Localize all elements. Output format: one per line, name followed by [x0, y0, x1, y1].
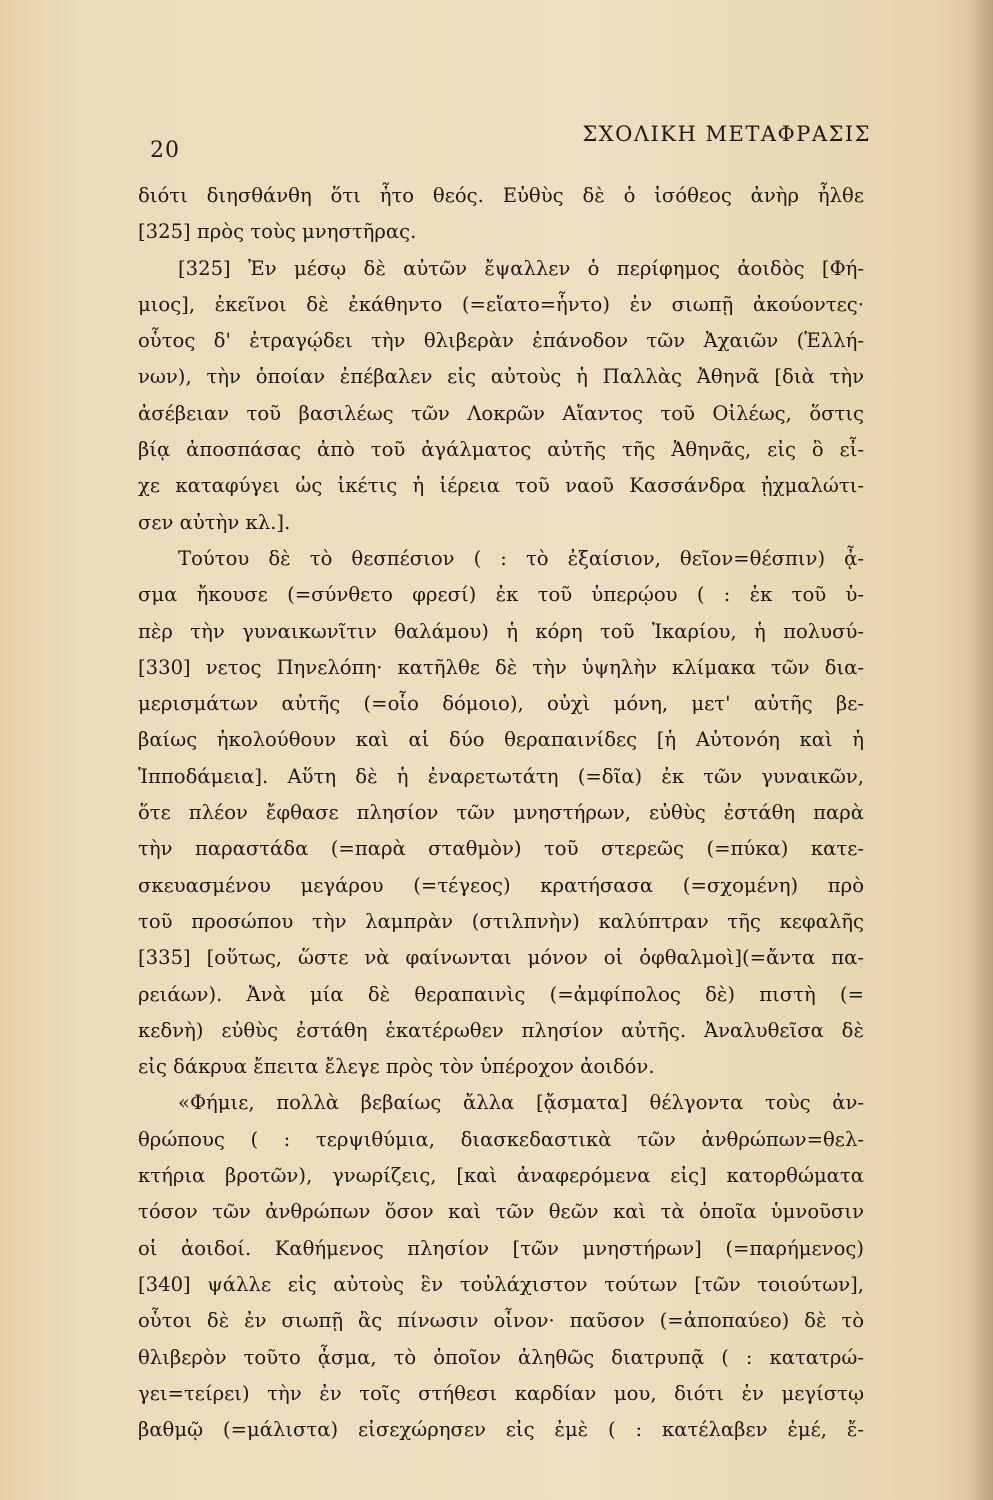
text-line: [340] ψάλλε εἰς αὐτοὺς ἓν τοὐλάχιστον τούτων [τῶν τοιούτων], — [138, 1272, 864, 1296]
text-line: οἱ ἀοιδοί. Καθήμενος πλησίον [τῶν μνηστήρων] (=παρήμενος) — [138, 1236, 864, 1260]
text-line: μιος], ἐκεῖνοι δὲ ἐκάθηντο (=εἴατο=ἧντο) ἐν σιωπῇ ἀκούοντες· — [138, 292, 864, 316]
text-line: εἰς δάκρυα ἔπειτα ἔλεγε πρὸς τὸν ὑπέροχον ἀοιδόν. — [138, 1055, 655, 1079]
text-line: [325] πρὸς τοὺς μνηστῆρας. — [138, 220, 417, 244]
text-line: βίᾳ ἀποσπάσας ἀπὸ τοῦ ἀγάλματος αὐτῆς τῆς Ἀθηνᾶς, εἰς ὃ εἶ- — [138, 438, 864, 462]
text-line: βαθμῷ (=μάλιστα) εἰσεχώρησεν εἰς ἐμὲ ( : κατέλαβεν ἐμέ, ἔ- — [138, 1418, 864, 1442]
body-text — [138, 178, 864, 1448]
text-line: ρειάων). Ἀνὰ μία δὲ θεραπαινὶς (=ἀμφίπολος δὲ) πιστὴ (= — [138, 982, 864, 1006]
text-line: οὗτος δ' ἐτραγῴδει τὴν θλιβερὰν ἐπάνοδον τῶν Ἀχαιῶν (Ἑλλή- — [138, 329, 864, 353]
page-header — [136, 122, 871, 162]
text-line: θρώπους ( : τερψιθύμια, διασκεδαστικὰ τῶν ἀνθρώπων=θελ- — [138, 1127, 864, 1151]
text-line: οὗτοι δὲ ἐν σιωπῇ ἂς πίνωσιν οἶνον· παῦσον (=ἀποπαύεο) δὲ τὸ — [138, 1309, 864, 1333]
text-line: σεν αὐτὴν κλ.]. — [138, 510, 291, 534]
text-line: χε καταφύγει ὡς ἱκέτις ἡ ἱέρεια τοῦ ναοῦ Κασσάνδρα ᾐχμαλώτι- — [138, 474, 864, 498]
running-title: ΣΧΟΛΙΚΗ ΜΕΤΑΦΡΑΣΙΣ — [582, 122, 871, 146]
text-line: βαίως ἠκολούθουν καὶ αἱ δύο θεραπαινίδες [ἡ Αὐτονόη καὶ ἡ — [138, 728, 864, 752]
text-line: θλιβερὸν τοῦτο ᾆσμα, τὸ ὁποῖον ἀληθῶς διατρυπᾷ ( : κατατρώ- — [138, 1345, 864, 1369]
text-line: γει=τείρει) τὴν ἐν τοῖς στήθεσι καρδίαν μου, διότι ἐν μεγίστῳ — [138, 1381, 864, 1405]
text-line: κτήρια βροτῶν), γνωρίζεις, [καὶ ἀναφερόμενα εἰς] κατορθώματα — [138, 1164, 864, 1188]
text-line: [330] νετος Πηνελόπη· κατῆλθε δὲ τὴν ὑψηλὴν κλίμακα τῶν δια- — [138, 655, 864, 679]
text-line: κεδνὴ) εὐθὺς ἐστάθη ἑκατέρωθεν πλησίον αὐτῆς. Ἀναλυθεῖσα δὲ — [138, 1018, 864, 1042]
text-line: «Φήμιε, πολλὰ βεβαίως ἄλλα [ᾄσματα] θέλγοντα τοὺς ἀν- — [178, 1091, 864, 1115]
page-number: 20 — [150, 138, 180, 163]
text-line: τοῦ προσώπου τὴν λαμπρὰν (στιλπνὴν) καλύπτραν τῆς κεφαλῆς — [138, 909, 864, 933]
text-line: [325] Ἐν μέσῳ δὲ αὐτῶν ἔψαλλεν ὁ περίφημος ἀοιδὸς [Φή- — [178, 256, 864, 280]
text-line: ὅτε πλέον ἔφθασε πλησίον τῶν μνηστήρων, εὐθὺς ἐστάθη παρὰ — [138, 801, 864, 825]
text-line: σμα ἤκουσε (=σύνθετο φρεσί) ἐκ τοῦ ὑπερῴου ( : ἐκ τοῦ ὑ- — [138, 583, 864, 607]
text-line: τὴν παραστάδα (=παρὰ σταθμὸν) τοῦ στερεῶς (=πύκα) κατε- — [138, 837, 864, 861]
text-line: Τούτου δὲ τὸ θεσπέσιον ( : τὸ ἐξαίσιον, θεῖον=θέσπιν) ᾆ- — [178, 546, 864, 570]
text-line: νων), τὴν ὁποίαν ἐπέβαλεν εἰς αὐτοὺς ἡ Παλλὰς Ἀθηνᾶ [διὰ τὴν — [138, 365, 864, 389]
text-line: πὲρ τὴν γυναικωνῖτιν θαλάμου) ἡ κόρη τοῦ Ἰκαρίου, ἡ πολυσύ- — [138, 619, 864, 643]
text-line: διότι διησθάνθη ὅτι ἦτο θεός. Εὐθὺς δὲ ὁ ἰσόθεος ἀνὴρ ἦλθε — [138, 184, 864, 207]
text-line: σκευασμένου μεγάρου (=τέγεος) κρατήσασα (=σχομένη) πρὸ — [138, 873, 864, 897]
text-line: Ἱπποδάμεια]. Αὕτη δὲ ἡ ἐναρετωτάτη (=δῖα) ἐκ τῶν γυναικῶν, — [138, 764, 864, 788]
text-line: ἀσέβειαν τοῦ βασιλέως τῶν Λοκρῶν Αἴαντος τοῦ Οἰλέως, ὅστις — [138, 401, 864, 425]
text-line: τόσον τῶν ἀνθρώπων ὅσον καὶ τῶν θεῶν καὶ τὰ ὁποῖα ὑμνοῦσιν — [138, 1200, 864, 1224]
text-line: μερισμάτων αὐτῆς (=οἷο δόμοιο), οὐχὶ μόνη, μετ' αὐτῆς βε- — [138, 692, 864, 716]
text-line: [335] [οὕτως, ὥστε νὰ φαίνωνται μόνον οἱ ὀφθαλμοὶ](=ἄντα πα- — [138, 946, 864, 970]
